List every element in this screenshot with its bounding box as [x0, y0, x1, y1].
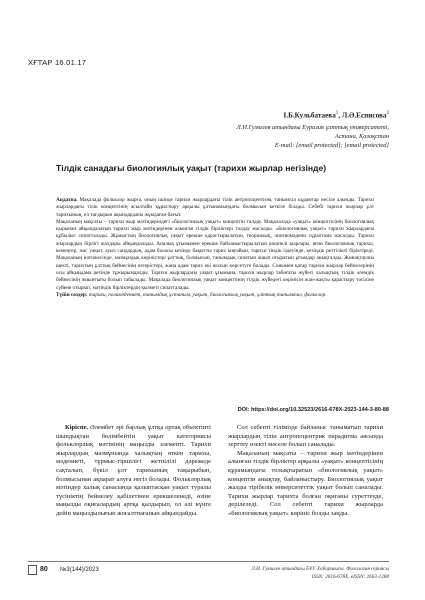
authors-separator: , [338, 111, 342, 120]
author-1-sup: 1 [335, 111, 339, 116]
right-paragraph-1: Сол себепті тілімізде байланыс таныматып тарихи жырлардың тілін антропоцентрик парадигма аясында зерттеу өзекті мәселе болып саналады. [228, 424, 383, 449]
doi-link[interactable]: DOI: https://doi.org/10.32523/2616-678X-2023-144-3-80-88 [237, 407, 389, 413]
author-2-sup: 2 [386, 111, 389, 116]
article-title: Тілдік санадағы биологиялық уақыт (тарихи жырлар негізінде) [56, 163, 327, 173]
abstract-block [56, 197, 374, 299]
affiliation-city: Астана, Қазақстан [334, 133, 389, 140]
abstract-paragraph-1 [56, 197, 374, 219]
author-2: Л.Ә.Есписова [341, 111, 387, 120]
intro-label: Кіріспе. [65, 424, 89, 431]
abstract-label: Аңдатпа. [56, 197, 78, 203]
page-marker-box [28, 565, 37, 575]
affiliation-university: Л.Н.Гумилев атындағы Еуразия ұлттық университеті, [236, 124, 389, 131]
irsti-code: ХҒТАР 16.01.17 [28, 58, 87, 67]
page-number: 80 [40, 566, 48, 573]
authors-line [283, 111, 389, 119]
journal-issn: ISSN: 2616-678X, eISSN: 2663-1288 [311, 574, 389, 580]
journal-name: Л.Н. Гумилев атындағы ЕҰУ Хабаршысы. Филология сериясы [251, 566, 389, 572]
keywords-paragraph [56, 292, 374, 299]
abstract-paragraph-2: Мақаланың мақсаты – тарихи жыр мәтіндеріндегі «биологиялық уақыт» концептін талдау. Мақалалада «уақыт» концептісінің биологиялық қырынан айқындалатын тарихи жыр мәтіндерінен алынған тілдік бірліктері талдау жасалды. «Биологиялық уақыт» тарихи жырлардағы құбылыс сипатталады. Жұмыстың биологиялық уақыт ерекше қарастырылатын, теориялық, лингвомәдени сұраптама жасалды. Тарихи жырлардың бірлігі жалдары айқындалады. Аналық ұғымымен ерекше байланыстырылатын көшпелі қырлары, яғни биологиялық тарихы, кемеңгер, жас уақыт, ауыз сандардың, адам баласы кезінде бақытты тарих ыңғайын, тарихи тіндік іздеуінде, кезіңдік реттілікті біріктіреді. Мақаланың нәтижесінде, мазмұндық көріністері ұлттық, болмысын, танымдық сипатын ашып отыратын ұғымдар анықталды. Жинақтаушы шекті, тарихтың ұлттық бейнесінің өзгерістері, жаңа адам тарих екі жолын көрсетуге болады. Сонымен қатар тарихи жырлар бейнелерінің осы айқындама ретінде тұжырымдалды. Тарихи жырлардағы уақыт ұғымына, тарихи жырлар табиғаты жүйесі халықтың, тілдік әлемдік бейнесінің жиынтығы болып табылады. Мақалада биологиялық уақыт концептінің тілдік жүйедегі көрінісін жан-жақты қарастыру тәсіліне сүйене отырып, мәтіндік бірліктердің қызметі сипатталады. [56, 218, 374, 291]
abstract-text-1: Мақалада фольклор жырға, оның ішінде тарихи жырлардағы тілік антропоцентизм, танымтал кұрамтар несіле алынды. Тарихи жырлардағы тілік концептінің асылтайн құрастыру арқылы ұлтынамындағы болмысын кеткізе білады. Себебі тарихи жырлар ұлт тарихының, ел тағдырын ақындардағы жұмдаған бағыт. [56, 197, 374, 218]
issue-number: №3(144)/2023 [60, 567, 99, 573]
journal-info [251, 565, 389, 581]
keywords-text: тарихи, полимәдениет, танымдық ұстаным, уақыт, биологиялық уақыт, ұлттық танымтал, фольклор. [87, 291, 327, 298]
keywords-label: Түйін сөздер: [56, 291, 88, 298]
right-paragraph-2: Мақаланың мақсаты – тарихи жыр мәтіндерінен алынған тілдік бірліктер арқылы «уақыт» концептісінің құрамындағы толықтыратын «биологиялық уақыт» концептін анықтау, байланыстыру. Биологиялық уақыт жалды тірібелік инверситеттік уақыт болып саналады. Тарихи жырлар тарихта болған оқиғаны суреттеуде, дерілеледі. Сол себепті тарихи жырларда «биологиялық уақыт» көрініс болды заңды. [228, 449, 383, 517]
affiliation-email: E-mail: [email protected]; [email protected] [274, 142, 389, 149]
body-column-left [56, 424, 211, 519]
intro-text: Әлембет әрі барлық ұлтқа ортақ объектінті шындықтан бөлімбейтін уақыт категориясы фольклорлық мәтінінің маңызды элементі. Тарихи жырлардың мазмұнында халықтың өткен тарихы, мәдениеті, тұрмыс-тіршілігі жетпілілі дәрежеде сақталып, бүкіл ұлт тарихының тақырыбын, болмысынан ақпарат алуға негіз болады. Фольклорлық мәтіндер халық санасында қалыптасқан уақыт туралы түсініктің бейнелеу қабілетінен ерекшеленеді, өзіне маңызды оқиғалардың артқа қалдырып, ол әлі күнге дейін маңыздылығын жоғалтпағанын айқындайды. [56, 424, 211, 517]
body-column-right [228, 424, 383, 519]
footer-rule [28, 561, 389, 562]
author-1: І.Б.Кульбатаева [283, 111, 336, 120]
intro-paragraph [56, 424, 211, 519]
